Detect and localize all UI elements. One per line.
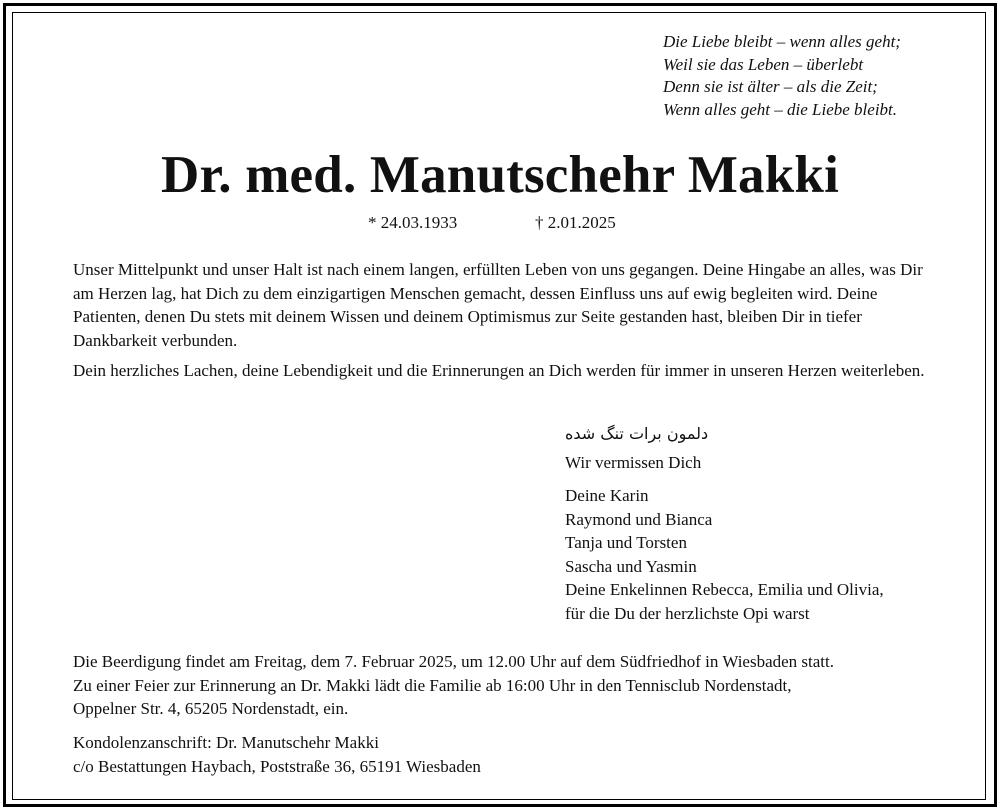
death-date: † 2.01.2025 xyxy=(535,213,616,232)
family-member: Deine Enkelinnen Rebecca, Emilia und Olivia, xyxy=(565,580,884,599)
funeral-info xyxy=(73,650,953,721)
miss-you-line: Wir vermissen Dich xyxy=(565,453,702,472)
condolence-line: Kondolenzanschrift: Dr. Manutschehr Makki xyxy=(73,733,379,752)
obituary-paragraph: Dein herzliches Lachen, deine Lebendigkeit und die Erinnerungen an Dich werden für immer in unseren Herzen weiterleben. xyxy=(73,361,925,380)
family-member: Deine Karin xyxy=(565,486,649,505)
condolence-address xyxy=(73,731,773,778)
family-member: Tanja und Torsten xyxy=(565,533,687,552)
condolence-line: c/o Bestattungen Haybach, Poststraße 36, 65191 Wiesbaden xyxy=(73,756,481,776)
obituary-paragraph: Unser Mittelpunkt und unser Halt ist nach einem langen, erfüllten Leben von uns gegangen. Deine Hingabe an alles, was Dir am Herzen lag, hat Dich zu dem einzigartigen Menschen gemacht, dessen Einfluss uns auf ewig begleiten wird. Deine Patienten, denen Du stets mit deinem Wissen und deinem Optimismus zur Seite gestanden hast, bleiben Dir in tiefer Dankbarkeit verbunden. xyxy=(73,260,923,350)
poem xyxy=(663,31,963,121)
poem-line: Wenn alles geht – die Liebe bleibt. xyxy=(663,99,898,119)
family-member: Sascha und Yasmin xyxy=(565,556,697,576)
poem-line: Denn sie ist älter – als die Zeit; xyxy=(663,77,878,96)
funeral-line: Zu einer Feier zur Erinnerung an Dr. Makki lädt die Familie ab 16:00 Uhr in den Tennisclub Nordenstadt, xyxy=(73,675,792,695)
poem-line: Die Liebe bleibt – wenn alles geht; xyxy=(663,32,901,51)
birth-date: * 24.03.1933 xyxy=(368,213,458,232)
persian-message: دلمون برات تنگ شده xyxy=(565,424,709,443)
deceased-name: Dr. med. Manutschehr Makki xyxy=(160,146,840,204)
family-member: Raymond und Bianca xyxy=(565,509,713,529)
funeral-line: Die Beerdigung findet am Freitag, dem 7. Februar 2025, um 12.00 Uhr auf dem Südfriedhof in Wiesbaden statt. xyxy=(73,652,834,671)
family-member: für die Du der herzlichste Opi warst xyxy=(565,603,810,623)
funeral-line: Oppelner Str. 4, 65205 Nordenstadt, ein. xyxy=(73,699,349,718)
family-members xyxy=(565,484,884,625)
poem-line: Weil sie das Leben – überlebt xyxy=(663,54,864,74)
